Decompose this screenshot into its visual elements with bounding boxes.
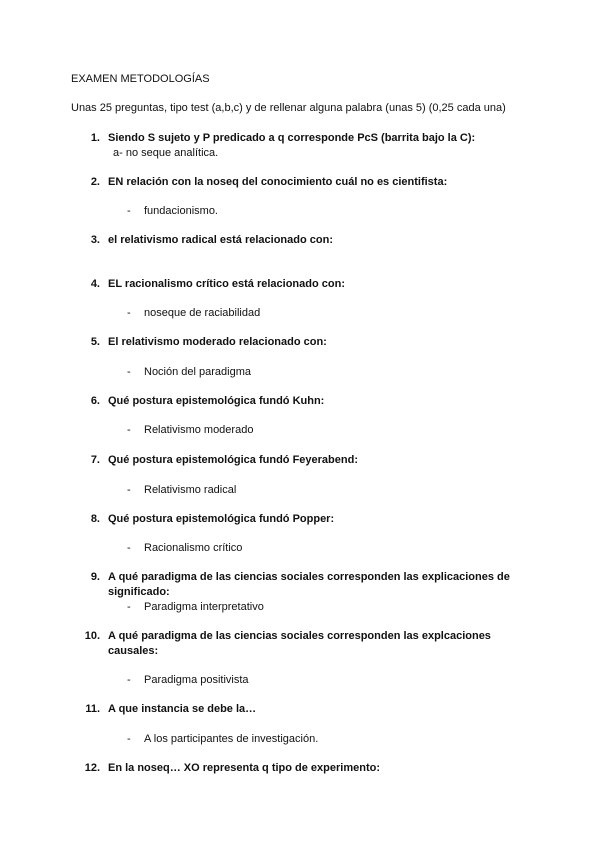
question-number: 8. — [90, 513, 100, 525]
question-number: 9. — [90, 571, 100, 583]
answer-bullet: - — [127, 542, 131, 554]
question-number: 1. — [90, 132, 100, 144]
question-text: Qué postura epistemológica fundó Kuhn: — [108, 395, 325, 407]
question-text-line2: significado: — [108, 586, 170, 598]
question-number: 11. — [85, 703, 100, 715]
question-number: 6. — [90, 395, 100, 407]
question-text-line1: A qué paradigma de las ciencias sociales corresponden las explicaciones de — [108, 571, 510, 583]
question-text: el relativismo radical está relacionado con: — [108, 234, 333, 246]
question-number: 10. — [84, 630, 100, 642]
question-answer: Racionalismo crítico — [144, 542, 243, 554]
answer-bullet: - — [127, 484, 131, 496]
question-answer: Relativismo radical — [144, 484, 237, 496]
answer-bullet: - — [127, 674, 131, 686]
question-answer: noseque de raciabilidad — [144, 307, 261, 319]
question-text: El relativismo moderado relacionado con: — [108, 336, 327, 348]
answer-bullet: - — [127, 205, 131, 217]
document-intro: Unas 25 preguntas, tipo test (a,b,c) y de rellenar alguna palabra (unas 5) (0,25 cada una) — [71, 102, 506, 114]
answer-bullet: - — [127, 307, 131, 319]
document-title: EXAMEN METODOLOGÍAS — [71, 73, 210, 85]
question-answer: Noción del paradigma — [144, 366, 252, 378]
question-text: Qué postura epistemológica fundó Popper: — [108, 513, 335, 525]
question-answer: Paradigma positivista — [144, 674, 249, 686]
question-text: A que instancia se debe la… — [108, 703, 257, 715]
question-number: 12. — [84, 762, 100, 774]
question-text: Qué postura epistemológica fundó Feyerabend: — [108, 454, 358, 466]
question-number: 5. — [90, 336, 100, 348]
answer-bullet: - — [127, 424, 131, 436]
question-text: EN relación con la noseq del conocimiento cuál no es cientifista: — [108, 176, 448, 188]
question-number: 3. — [90, 234, 100, 246]
question-text: En la noseq… XO representa q tipo de experimento: — [108, 762, 381, 774]
question-answer: fundacionismo. — [144, 205, 218, 217]
answer-bullet: - — [127, 733, 131, 745]
answer-bullet: - — [127, 601, 131, 613]
question-text-line1: A qué paradigma de las ciencias sociales corresponden las explcaciones — [108, 630, 491, 642]
question-number: 2. — [90, 176, 100, 188]
question-text: Siendo S sujeto y P predicado a q corresponde PcS (barrita bajo la C): — [108, 132, 476, 144]
question-answer: Paradigma interpretativo — [144, 601, 264, 613]
question-number: 4. — [90, 278, 100, 290]
question-answer: A los participantes de investigación. — [144, 733, 319, 745]
question-answer: Relativismo moderado — [144, 424, 254, 436]
question-answer: a- no seque analítica. — [113, 147, 219, 159]
question-text: EL racionalismo crítico está relacionado con: — [108, 278, 345, 290]
question-number: 7. — [90, 454, 100, 466]
answer-bullet: - — [127, 366, 131, 378]
question-text-line2: causales: — [108, 645, 159, 657]
